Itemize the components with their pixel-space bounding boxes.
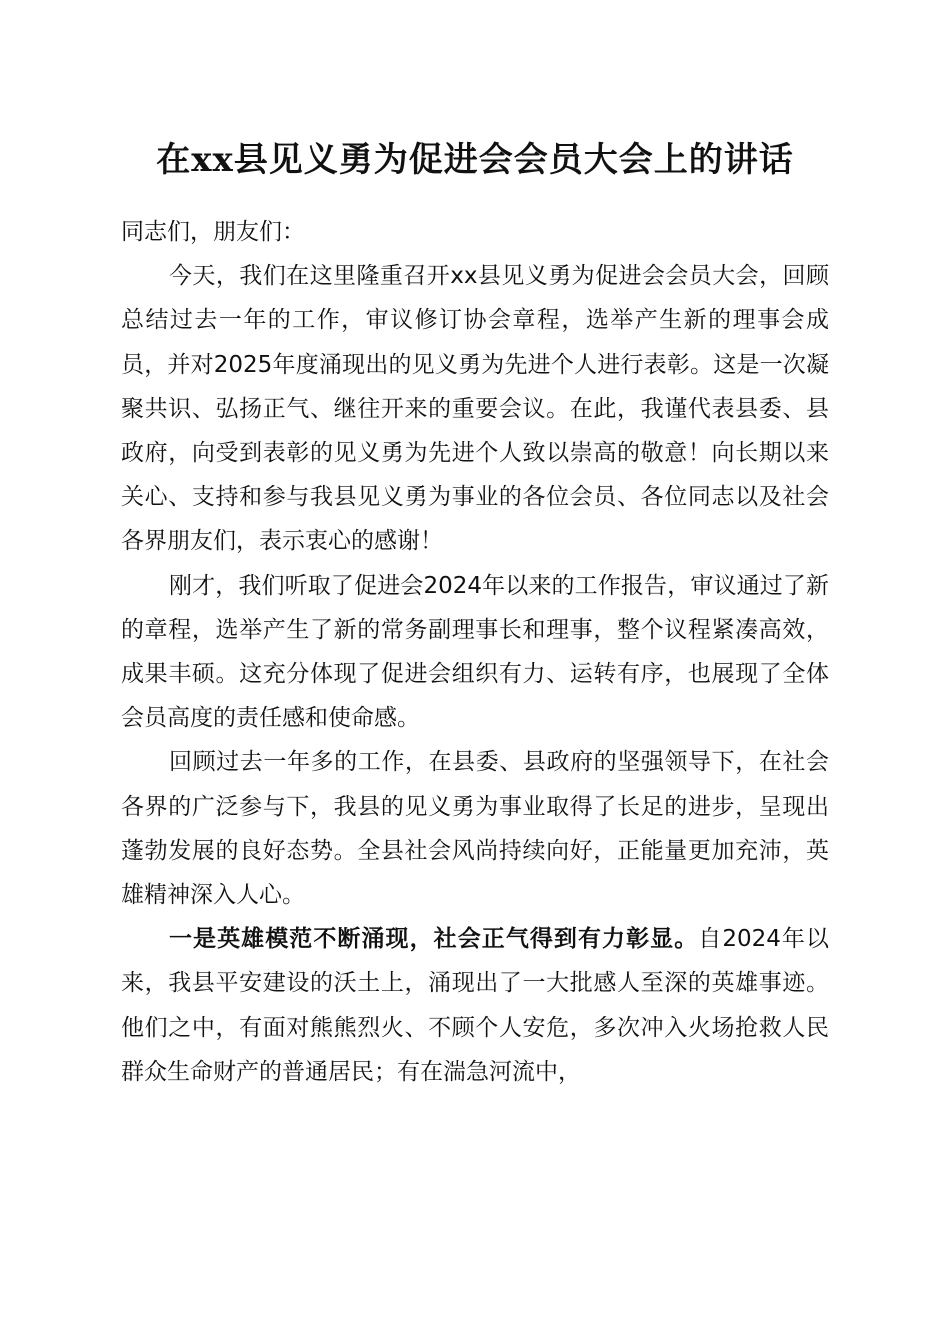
paragraph-text: 自2024年以来，我县平安建设的沃土上，涌现出了一大批感人至深的英雄事迹。他们之中，有面对熊熊烈火、不顾个人安危，多次冲入火场抢救人民群众生命财产的普通居民；有在湍急河流中， <box>121 926 829 1085</box>
paragraph: 回顾过去一年多的工作，在县委、县政府的坚强领导下，在社会各界的广泛参与下，我县的见义勇为事业取得了长足的进步，呈现出蓬勃发展的良好态势。全县社会风尚持续向好，正能量更加充沛，英雄精神深入人心。 <box>121 749 829 909</box>
paragraph-lead: 一是英雄模范不断涌现，社会正气得到有力彰显。 <box>169 926 699 953</box>
paragraph: 今天，我们在这里隆重召开xx县见义勇为促进会会员大会，回顾总结过去一年的工作，审议修订协会章程，选举产生新的理事会成员，并对2025年度涌现出的见义勇为先进个人进行表彰。这是一次凝聚共识、弘扬正气、继往开来的重要会议。在此，我谨代表县委、县政府，向受到表彰的见义勇为先进个人致以崇高的敬意！向长期以来关心、支持和参与我县见义勇为事业的各位会员、各位同志以及社会各界朋友们，表示衷心的感谢！ <box>121 263 829 555</box>
paragraph <box>121 917 829 1094</box>
document-body <box>121 210 829 1094</box>
document-title: 在xx县见义勇为促进会会员大会上的讲话 <box>156 140 794 180</box>
paragraph: 刚才，我们听取了促进会2024年以来的工作报告，审议通过了新的章程，选举产生了新的常务副理事长和理事，整个议程紧凑高效，成果丰硕。这充分体现了促进会组织有力、运转有序，也展现了全体会员高度的责任感和使命感。 <box>121 572 829 732</box>
greeting: 同志们，朋友们： <box>121 219 305 245</box>
